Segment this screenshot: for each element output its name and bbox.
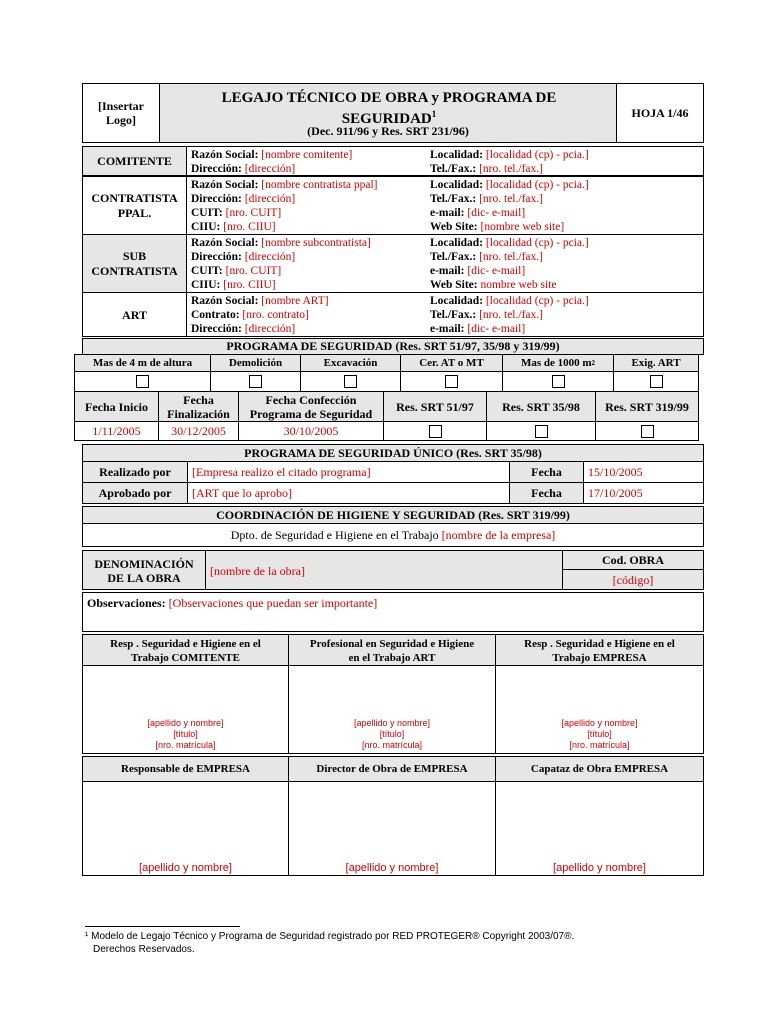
col-fecha-fin-1: Fecha [183,393,214,407]
cod-obra-label: Cod. OBRA [562,550,704,570]
col-fecha-fin [158,391,239,422]
sub-loc-value: [localidad (cp) - pcia.] [485,237,589,249]
unico-title: PROGRAMA DE SEGURIDAD ÚNICO (Res. SRT 35/98) [82,444,704,462]
resp-art-header-2: en el Trabajo ART [348,652,436,664]
cell-excavacion [300,371,401,392]
sub-label-2: CONTRATISTA [91,264,178,278]
fecha-1-value: 15/10/2005 [583,461,704,483]
sub-dir-key: Dirección: [191,251,242,263]
cell-res-51 [383,421,487,441]
contratista-mail-value: [dic- e-mail] [467,207,526,219]
art-contrato-key: Contrato: [191,309,240,321]
obra-label [82,550,206,590]
sig-name: [apellido y nombre] [139,862,232,874]
sub-data [186,234,704,293]
sub-ciiu-key: CIIU: [191,279,221,291]
contratista-web-value: [nombre web site] [480,221,565,233]
resp-art-header [288,634,496,666]
resp-art-header-1: Profesional en Seguridad e Higiene [309,638,475,650]
comitente-razon-key: Razón Social: [191,149,259,161]
contratista-dir-key: Dirección: [191,193,242,205]
cell-res-35 [486,421,596,441]
art-tel-key: Tel./Fax.: [430,309,477,321]
obra-nombre: [nombre de la obra] [205,550,563,590]
contratista-cuit-key: CUIT: [191,207,223,219]
m2-sup: 2 [591,358,596,367]
col-altura: Mas de 4 m de altura [74,354,211,372]
footnote-line-1: ¹ Modelo de Legajo Técnico y Programa de Seguridad registrado por RED PROTEGER® Copyright 2003/07®. [85,931,575,942]
sig-name: [apellido y nombre] [345,862,439,874]
contratista-cuit-value: [nro. CUIT] [225,207,282,219]
comitente-data [186,146,704,176]
resp-comitente-header-2: Trabajo COMITENTE [131,652,240,664]
col-res-35: Res. SRT 35/98 [486,391,596,422]
sub-cuit-value: [nro. CUIT] [225,265,282,277]
resp-empresa-signature[interactable] [495,665,704,754]
footnote-ref: 1 [431,109,437,119]
checkbox-cer-at[interactable] [445,375,458,388]
logo-placeholder: [Insertar Logo] [98,99,144,127]
sub-label-1: SUB [122,249,147,263]
col-fecha-fin-2: Finalización [167,407,230,421]
footnote-line-2: Derechos Reservados. [93,944,195,955]
cell-1000m2 [502,371,614,392]
sub-loc-key: Localidad: [430,237,484,249]
art-tel-value: [nro. tel./fax.] [479,309,543,321]
col-fecha-conf-1: Fecha Confección [265,393,357,407]
comitente-loc-key: Localidad: [430,149,484,161]
header-title-cell [159,83,617,143]
responsable-empresa-header: Responsable de EMPRESA [82,756,289,782]
sig-name: [apellido y nombre] [553,862,646,874]
obra-label-1: DENOMINACIÓN [94,557,194,571]
director-obra-signature[interactable] [288,781,496,876]
sig-title: [título] [173,729,198,739]
document-subtitle: (Dec. 911/96 y Res. SRT 231/96) [307,124,469,138]
aprobado-label: Aprobado por [82,482,188,504]
document-title [200,90,578,127]
col-res-319: Res. SRT 319/99 [595,391,699,422]
capataz-obra-header: Capataz de Obra EMPRESA [495,756,704,782]
comitente-loc-value: [localidad (cp) - pcia.] [485,149,589,161]
sub-ciiu-value: [nro. CIIU] [223,279,276,291]
checkbox-res-51[interactable] [429,425,442,438]
checkbox-altura[interactable] [136,375,149,388]
document-title-text: LEGAJO TÉCNICO DE OBRA y PROGRAMA DE SEGURIDAD [221,90,557,127]
sig-title: [título] [587,729,612,739]
checkbox-exig-art[interactable] [650,375,663,388]
checkbox-1000m2[interactable] [552,375,565,388]
col-res-51: Res. SRT 51/97 [383,391,487,422]
art-loc-key: Localidad: [430,295,484,307]
value-fecha-conf: 30/10/2005 [238,421,384,441]
art-dir-value: [dirección] [244,323,296,335]
comitente-tel-value: [nro. tel./fax.] [479,163,543,175]
col-demolicion: Demolición [210,354,301,372]
capataz-obra-signature[interactable] [495,781,704,876]
fecha-2-value: 17/10/2005 [583,482,704,504]
art-razon-key: Razón Social: [191,295,259,307]
col-fecha-conf [238,391,384,422]
realizado-value: [Empresa realizo el citado programa] [187,461,510,483]
coord-empresa: [nombre de la empresa] [441,528,556,542]
contratista-razon-value: [nombre contratista ppal] [261,179,378,191]
checkbox-demolicion[interactable] [249,375,262,388]
contratista-label [82,176,187,235]
col-fecha-conf-2: Programa de Seguridad [249,407,373,421]
value-fecha-fin: 30/12/2005 [158,421,239,441]
comitente-dir-key: Dirección: [191,163,242,175]
sig-matricula: [nro. matrícula] [155,740,216,750]
footnote-divider [85,926,240,927]
coord-text: Dpto. de Seguridad e Higiene en el Trabajo [230,528,439,542]
resp-empresa-header-2: Trabajo EMPRESA [552,652,647,664]
sig-title: [título] [379,729,405,739]
sub-web-key: Web Site: [430,279,478,291]
sub-razon-value: [nombre subcontratista] [261,237,371,249]
art-mail-value: [dic- e-mail] [467,323,526,335]
art-razon-value: [nombre ART] [261,295,329,307]
contratista-data [186,176,704,235]
checkbox-res-35[interactable] [535,425,548,438]
aprobado-value: [ART que lo aprobo] [187,482,510,504]
col-excavacion: Excavación [300,354,401,372]
observaciones-box [82,592,704,632]
contratista-razon-key: Razón Social: [191,179,259,191]
resp-comitente-header [82,634,289,666]
col-exig-art: Exig. ART [613,354,699,372]
sub-web-value: nombre web site [480,279,557,291]
contratista-ciiu-key: CIIU: [191,221,221,233]
coord-row [82,523,704,547]
art-contrato-value: [nro. contrato] [242,309,309,321]
checkbox-res-319[interactable] [641,425,654,438]
contratista-dir-value: [dirección] [244,193,296,205]
contratista-label-1: CONTRATISTA [91,191,178,205]
fecha-2-label: Fecha [509,482,584,504]
cell-exig-art [613,371,699,392]
sub-mail-key: e-mail: [430,265,465,277]
art-dir-key: Dirección: [191,323,242,335]
responsable-empresa-signature[interactable] [82,781,289,876]
sub-tel-value: [nro. tel./fax.] [479,251,543,263]
checkbox-excavacion[interactable] [344,375,357,388]
comitente-tel-key: Tel./Fax.: [430,163,477,175]
sig-matricula: [nro. matrícula] [569,740,630,750]
sub-tel-key: Tel./Fax.: [430,251,477,263]
contratista-tel-value: [nro. tel./fax.] [479,193,543,205]
sub-label [82,234,187,293]
sig-name: [apellido y nombre] [353,718,431,728]
obra-label-2: DE LA OBRA [107,571,181,585]
sub-dir-value: [dirección] [244,251,296,263]
programa-title: PROGRAMA DE SEGURIDAD (Res. SRT 51/97, 35/98 y 319/99) [82,338,704,355]
sub-cuit-key: CUIT: [191,265,223,277]
contratista-tel-key: Tel./Fax.: [430,193,477,205]
contratista-label-2: PPAL. [117,206,152,220]
cod-obra-value: [código] [562,569,704,590]
header-logo-cell [82,83,160,143]
cell-cer-at [400,371,503,392]
cell-demolicion [210,371,301,392]
sheet-number: HOJA 1/46 [616,83,704,143]
sig-name: [apellido y nombre] [561,718,638,728]
contratista-loc-key: Localidad: [430,179,484,191]
sig-matricula: [nro. matrícula] [361,740,423,750]
resp-comitente-signature[interactable] [82,665,289,754]
value-fecha-inicio: 1/11/2005 [74,421,159,441]
contratista-web-key: Web Site: [430,221,478,233]
observaciones-label: Observaciones: [87,596,166,610]
sub-razon-key: Razón Social: [191,237,259,249]
art-mail-key: e-mail: [430,323,465,335]
coord-title: COORDINACIÓN DE HIGIENE Y SEGURIDAD (Res. SRT 319/99) [82,506,704,524]
comitente-label: COMITENTE [82,146,187,176]
col-fecha-inicio: Fecha Inicio [74,391,159,422]
col-1000m2 [502,354,614,372]
contratista-mail-key: e-mail: [430,207,465,219]
fecha-1-label: Fecha [509,461,584,483]
sig-name: [apellido y nombre] [147,718,224,728]
observaciones-value: [Observaciones que puedan ser importante] [168,596,378,610]
col-1000m2-text: Mas de 1000 m [520,356,592,369]
resp-empresa-header-1: Resp . Seguridad e Higiene en el [524,638,675,650]
resp-empresa-header [495,634,704,666]
contratista-loc-value: [localidad (cp) - pcia.] [485,179,589,191]
cell-res-319 [595,421,699,441]
cell-altura [74,371,211,392]
contratista-ciiu-value: [nro. CIIU] [223,221,276,233]
col-cer-at: Cer. AT o MT [400,354,503,372]
resp-comitente-header-1: Resp . Seguridad e Higiene en el [110,638,261,650]
realizado-label: Realizado por [82,461,188,483]
sub-mail-value: [dic- e-mail] [467,265,526,277]
comitente-dir-value: [dirección] [244,163,296,175]
art-data [186,292,704,337]
director-obra-header: Director de Obra de EMPRESA [288,756,496,782]
art-label: ART [82,292,187,337]
resp-art-signature[interactable] [288,665,496,754]
comitente-razon-value: [nombre comitente] [261,149,353,161]
art-loc-value: [localidad (cp) - pcia.] [485,295,589,307]
